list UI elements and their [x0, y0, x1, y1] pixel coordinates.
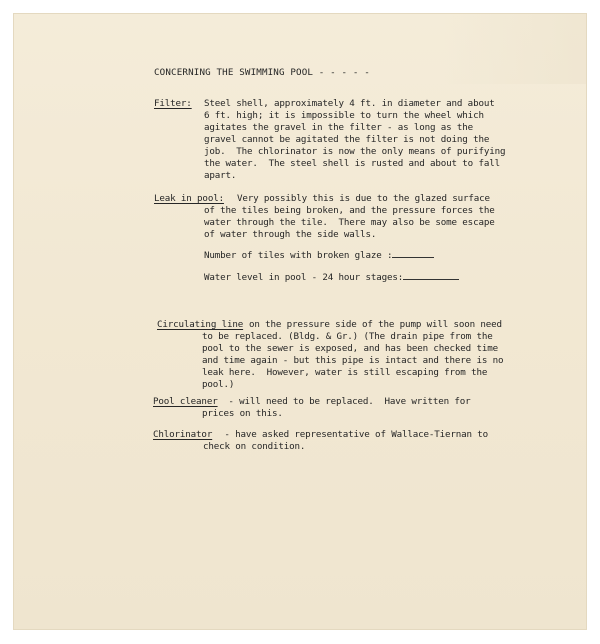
circulating-label-line: [157, 319, 243, 331]
circulating-text-line-6: pool.): [202, 379, 235, 390]
circulating-text-line-4: and time again - but this pipe is intact and there is no: [202, 355, 504, 366]
chlorinator-label-line: [153, 429, 212, 441]
circulating-text-line-3: pool to the sewer is exposed, and has been checked time: [202, 343, 498, 354]
leak-text-line-4: of water through the side walls.: [204, 229, 377, 240]
chlorinator-text-line-1: - have asked representative of Wallace-Tiernan to: [219, 429, 489, 440]
filter-text-line-7: apart.: [204, 170, 237, 181]
cleaner-label-line: [153, 396, 218, 408]
filter-text-line-3: agitates the gravel in the filter - as long as the: [204, 122, 474, 133]
water-level-field: [204, 270, 459, 284]
broken-tiles-blank: [392, 248, 434, 258]
memo-heading: CONCERNING THE SWIMMING POOL - - - - -: [154, 67, 370, 78]
filter-label: Filter:: [154, 98, 192, 109]
chlorinator-label: Chlorinator: [153, 429, 213, 440]
filter-text-line-5: job. The chlorinator is now the only means of purifying: [204, 146, 506, 157]
filter-text-line-4: gravel cannot be agitated the filter is not doing the: [204, 134, 490, 145]
filter-text-line-6: the water. The steel shell is rusted and about to fall: [204, 158, 500, 169]
cleaner-text-line-2: prices on this.: [202, 408, 283, 419]
broken-tiles-field: [204, 248, 434, 262]
cleaner-label: Pool cleaner: [153, 396, 218, 407]
broken-tiles-label: Number of tiles with broken glaze :: [204, 250, 393, 261]
water-level-blank: [403, 270, 459, 280]
leak-text-line-2: of the tiles being broken, and the pressure forces the: [204, 205, 495, 216]
leak-text-line-1: Very possibly this is due to the glazed surface: [237, 193, 490, 204]
leak-label-line: [154, 193, 224, 205]
circulating-label: Circulating line: [157, 319, 244, 330]
chlorinator-text-line-2: check on condition.: [203, 441, 306, 452]
leak-text-line-3: water through the tile. There may also be some escape: [204, 217, 495, 228]
circulating-text-line-2: to be replaced. (Bldg. & Gr.) (The drain pipe from the: [202, 331, 493, 342]
filter-text-line-1: Steel shell, approximately 4 ft. in diameter and about: [204, 98, 495, 109]
filter-section-first-line: [154, 98, 192, 110]
leak-label: Leak in pool:: [154, 193, 224, 204]
circulating-text-line-1: on the pressure side of the pump will soon need: [249, 319, 502, 330]
circulating-text-line-5: leak here. However, water is still escaping from the: [202, 367, 488, 378]
filter-text-line-2: 6 ft. high; it is impossible to turn the wheel which: [204, 110, 484, 121]
cleaner-text-line-1: - will need to be replaced. Have written for: [223, 396, 471, 407]
water-level-label: Water level in pool - 24 hour stages:: [204, 272, 404, 283]
